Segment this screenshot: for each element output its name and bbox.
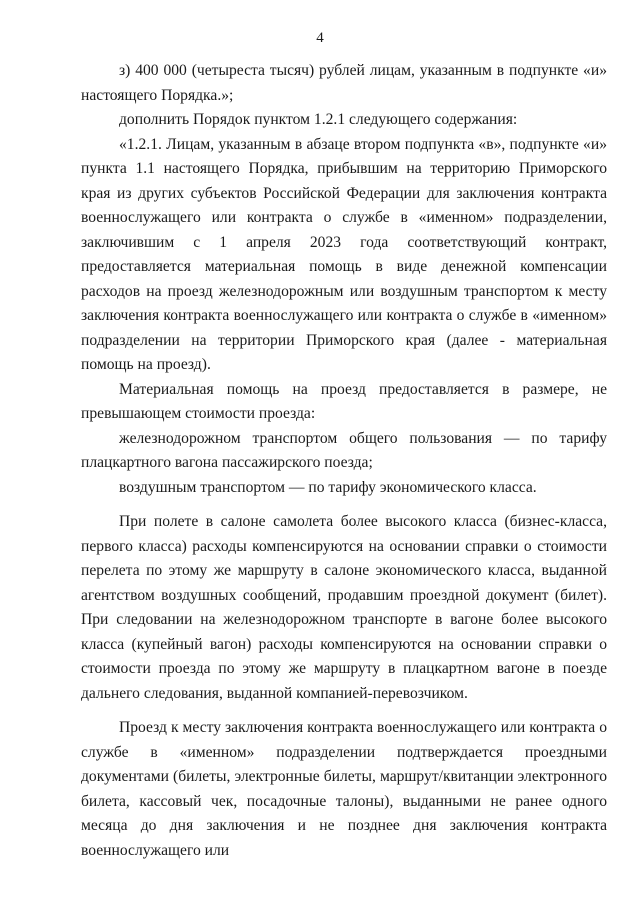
page-number: 4 — [316, 30, 324, 46]
paragraph-clause-1-2-1: «1.2.1. Лицам, указанным в абзаце втором подпункта «в», подпункте «и» пункта 1.1 настоящего Порядка, прибывшим на территорию Приморского края из других субъектов Российской Федерации для заключения контракта военнослужащего или контракта о службе в «именном» подразделении, заключившим с 1 апреля 2023 года соответствующий контракт, предоставляется материальная помощь в виде денежной компенсации расходов на проезд железнодорожным или воздушным транспортом к месту заключения контракта военнослужащего или контракта о службе в «именном» подразделении на территории Приморского края (далее - материальная помощь на проезд). — [81, 135, 607, 373]
paragraph-higher-class: При полете в салоне самолета более высокого класса (бизнес-класса, первого класса) расходы компенсируются на основании справки о стоимости перелета по этому же маршруту в салоне экономического класса, выданной агентством воздушных сообщений, продавшим проездной документ (билет). При следовании на железнодорожном транспорте в вагоне более высокого класса (купейный вагон) расходы компенсируются на основании справки о стоимости проезда по этому же маршруту в плацкартном вагоне в поезде дальнего следования, выданной компанией-перевозчиком. — [81, 513, 607, 702]
paragraph-air-tariff: воздушным транспортом — по тарифу экономического класса. — [119, 478, 537, 496]
document-body — [81, 59, 607, 863]
paragraph-rail-tariff: железнодорожном транспортом общего пользования — по тарифу плацкартного вагона пассажирского поезда; — [81, 429, 607, 471]
paragraph-aid-amount: Материальная помощь на проезд предоставляется в размере, не превышающем стоимости проезда: — [81, 380, 607, 422]
paragraph-amend-intro: дополнить Порядок пунктом 1.2.1 следующего содержания: — [119, 111, 518, 128]
paragraph-travel-proof: Проезд к месту заключения контракта военнослужащего или контракта о службе в «именном» подразделении подтверждается проездными документами (билеты, электронные билеты, маршрут/квитанции электронного билета, кассовый чек, посадочные талоны), выданными не ранее одного месяца до дня заключения и не позднее дня заключения контракта военнослужащего или — [81, 719, 607, 859]
paragraph-subitem-z: з) 400 000 (четыреста тысяч) рублей лицам, указанным в подпункте «и» настоящего Порядка.»; — [81, 62, 607, 104]
